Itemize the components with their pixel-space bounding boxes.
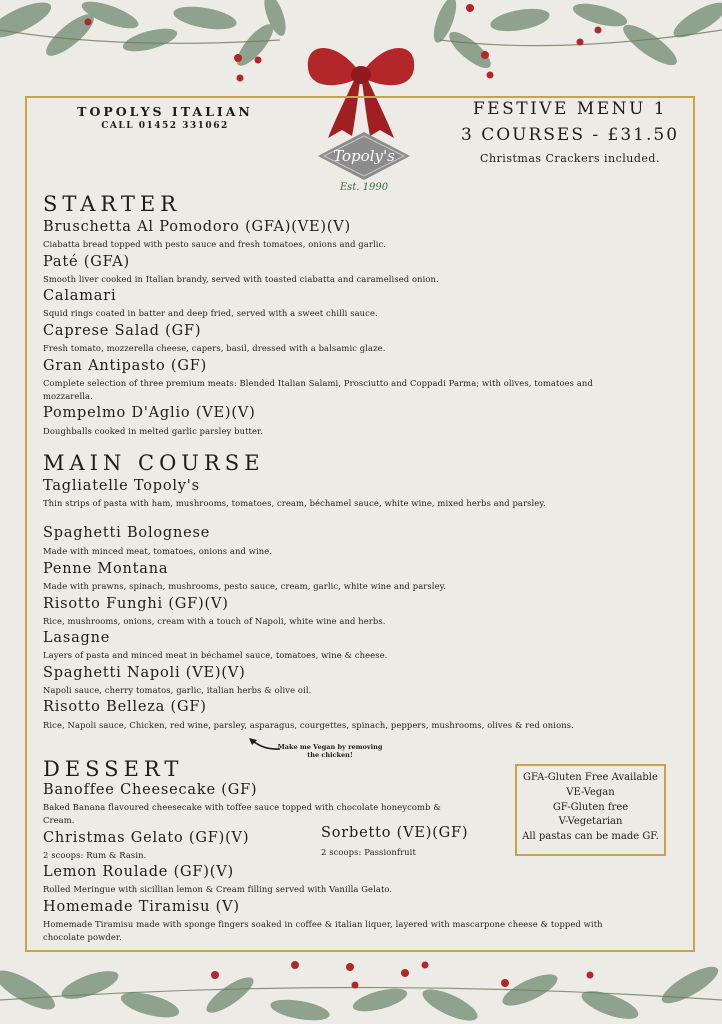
menu-item-name: Tagliatelle Topoly's <box>43 478 200 494</box>
menu-item-name: Lemon Roulade (GF)(V) <box>43 864 234 880</box>
crackers-note: Christmas Crackers included. <box>480 152 660 165</box>
menu-item-desc: Made with prawns, spinach, mushrooms, pesto sauce, cream, garlic, white wine and parsley. <box>43 581 447 591</box>
menu-item-name: Risotto Funghi (GF)(V) <box>43 596 229 612</box>
menu-title: FESTIVE MENU 1 <box>472 99 668 119</box>
menu-item-name: Penne Montana <box>43 561 169 577</box>
established-year: Est. 1990 <box>339 182 389 193</box>
legend-ve: VE-Vegan <box>566 786 615 798</box>
phone-number: CALL 01452 331062 <box>101 121 229 131</box>
menu-item-desc: Thin strips of pasta with ham, mushrooms, tomatoes, cream, béchamel sauce, white wine, mixed herbs and parsley. <box>43 498 546 508</box>
section-title-main-course: MAIN COURSE <box>43 451 265 475</box>
menu-item-desc: Ciabatta bread topped with pesto sauce and fresh tomatoes, onions and garlic. <box>43 239 387 249</box>
menu-item-name: Pompelmo D'Aglio (VE)(V) <box>43 405 256 421</box>
legend-pastas: All pastas can be made GF. <box>522 831 659 843</box>
menu-item-desc: Rice, Napoli sauce, Chicken, red wine, parsley, asparagus, courgettes, spinach, peppers, mushrooms, olives & red onions. <box>43 720 574 730</box>
menu-item-name: Spaghetti Napoli (VE)(V) <box>43 665 246 681</box>
menu-item-desc: Smooth liver cooked in Italian brandy, served with toasted ciabatta and caramelised onion. <box>43 274 439 284</box>
menu-item-name: Gran Antipasto (GF) <box>43 358 208 374</box>
menu-item-desc: Rolled Meringue with sicillian lemon & Cream filling served with Vanilla Gelato. <box>43 884 393 894</box>
menu-item-desc: Baked Banana flavoured cheesecake with toffee sauce topped with chocolate honeycomb & Cream. <box>43 802 441 825</box>
vegan-note: Make me Vegan by removing the chicken! <box>277 743 383 759</box>
menu-item-name: Paté (GFA) <box>43 254 130 270</box>
menu-item-name: Sorbetto (VE)(GF) <box>321 825 469 841</box>
menu-item-desc: Doughballs cooked in melted garlic parsley butter. <box>43 426 263 436</box>
menu-item-desc: 2 scoops: Rum & Rasin. <box>43 850 147 860</box>
menu-item-desc: Napoli sauce, cherry tomatos, garlic, italian herbs & olive oil. <box>43 685 312 695</box>
menu-item-desc: Layers of pasta and minced meat in béchamel sauce, tomatoes, wine & cheese. <box>43 650 388 660</box>
menu-item-name: Christmas Gelato (GF)(V) <box>43 830 250 846</box>
section-title-dessert: DESSERT <box>43 757 184 781</box>
menu-item-desc: Made with minced meat, tomatoes, onions and wine. <box>43 546 273 556</box>
menu-item-name: Calamari <box>43 288 117 304</box>
legend-gf: GF-Gluten free <box>552 801 629 813</box>
menu-item-desc: Rice, mushrooms, onions, cream with a touch of Napoli, white wine and herbs. <box>43 616 386 626</box>
menu-item-name: Caprese Salad (GF) <box>43 323 202 339</box>
dietary-legend <box>515 764 666 856</box>
menu-item-desc: Fresh tomato, mozzerella cheese, capers, basil, dressed with a balsamic glaze. <box>43 343 386 353</box>
svg-text:Topoly's: Topoly's <box>333 147 395 165</box>
legend-gfa: GFA-Gluten Free Available <box>523 772 658 783</box>
menu-item-desc: 2 scoops: Passionfruit <box>321 847 416 857</box>
menu-item-desc: Squid rings coated in batter and deep fried, served with a sweet chilli sauce. <box>43 308 378 318</box>
restaurant-name: TOPOLYS ITALIAN <box>77 104 253 119</box>
foliage-bottom-decoration <box>0 955 722 1024</box>
menu-item-name: Spaghetti Bolognese <box>43 525 211 541</box>
menu-item-name: Risotto Belleza (GF) <box>43 699 207 715</box>
menu-item-desc: Complete selection of three premium meats: Blended Italian Salami, Prosciutto and Coppadi Parma; with olives, tomatoes and mozzarella. <box>43 378 593 401</box>
menu-item-desc: Homemade Tiramisu made with sponge fingers soaked in coffee & italian liquer, layered with mascarpone cheese & topped with chocolate powder. <box>43 919 603 942</box>
legend-v: V-Vegetarian <box>558 816 623 828</box>
menu-item-name: Bruschetta Al Pomodoro (GFA)(VE)(V) <box>43 219 352 235</box>
menu-item-name: Lasagne <box>43 630 111 646</box>
price-line: 3 COURSES - £31.50 <box>460 125 680 145</box>
section-title-starter: STARTER <box>43 192 182 216</box>
topolys-logo <box>314 128 414 184</box>
menu-item-name: Homemade Tiramisu (V) <box>43 899 240 915</box>
menu-item-name: Banoffee Cheesecake (GF) <box>43 782 258 798</box>
